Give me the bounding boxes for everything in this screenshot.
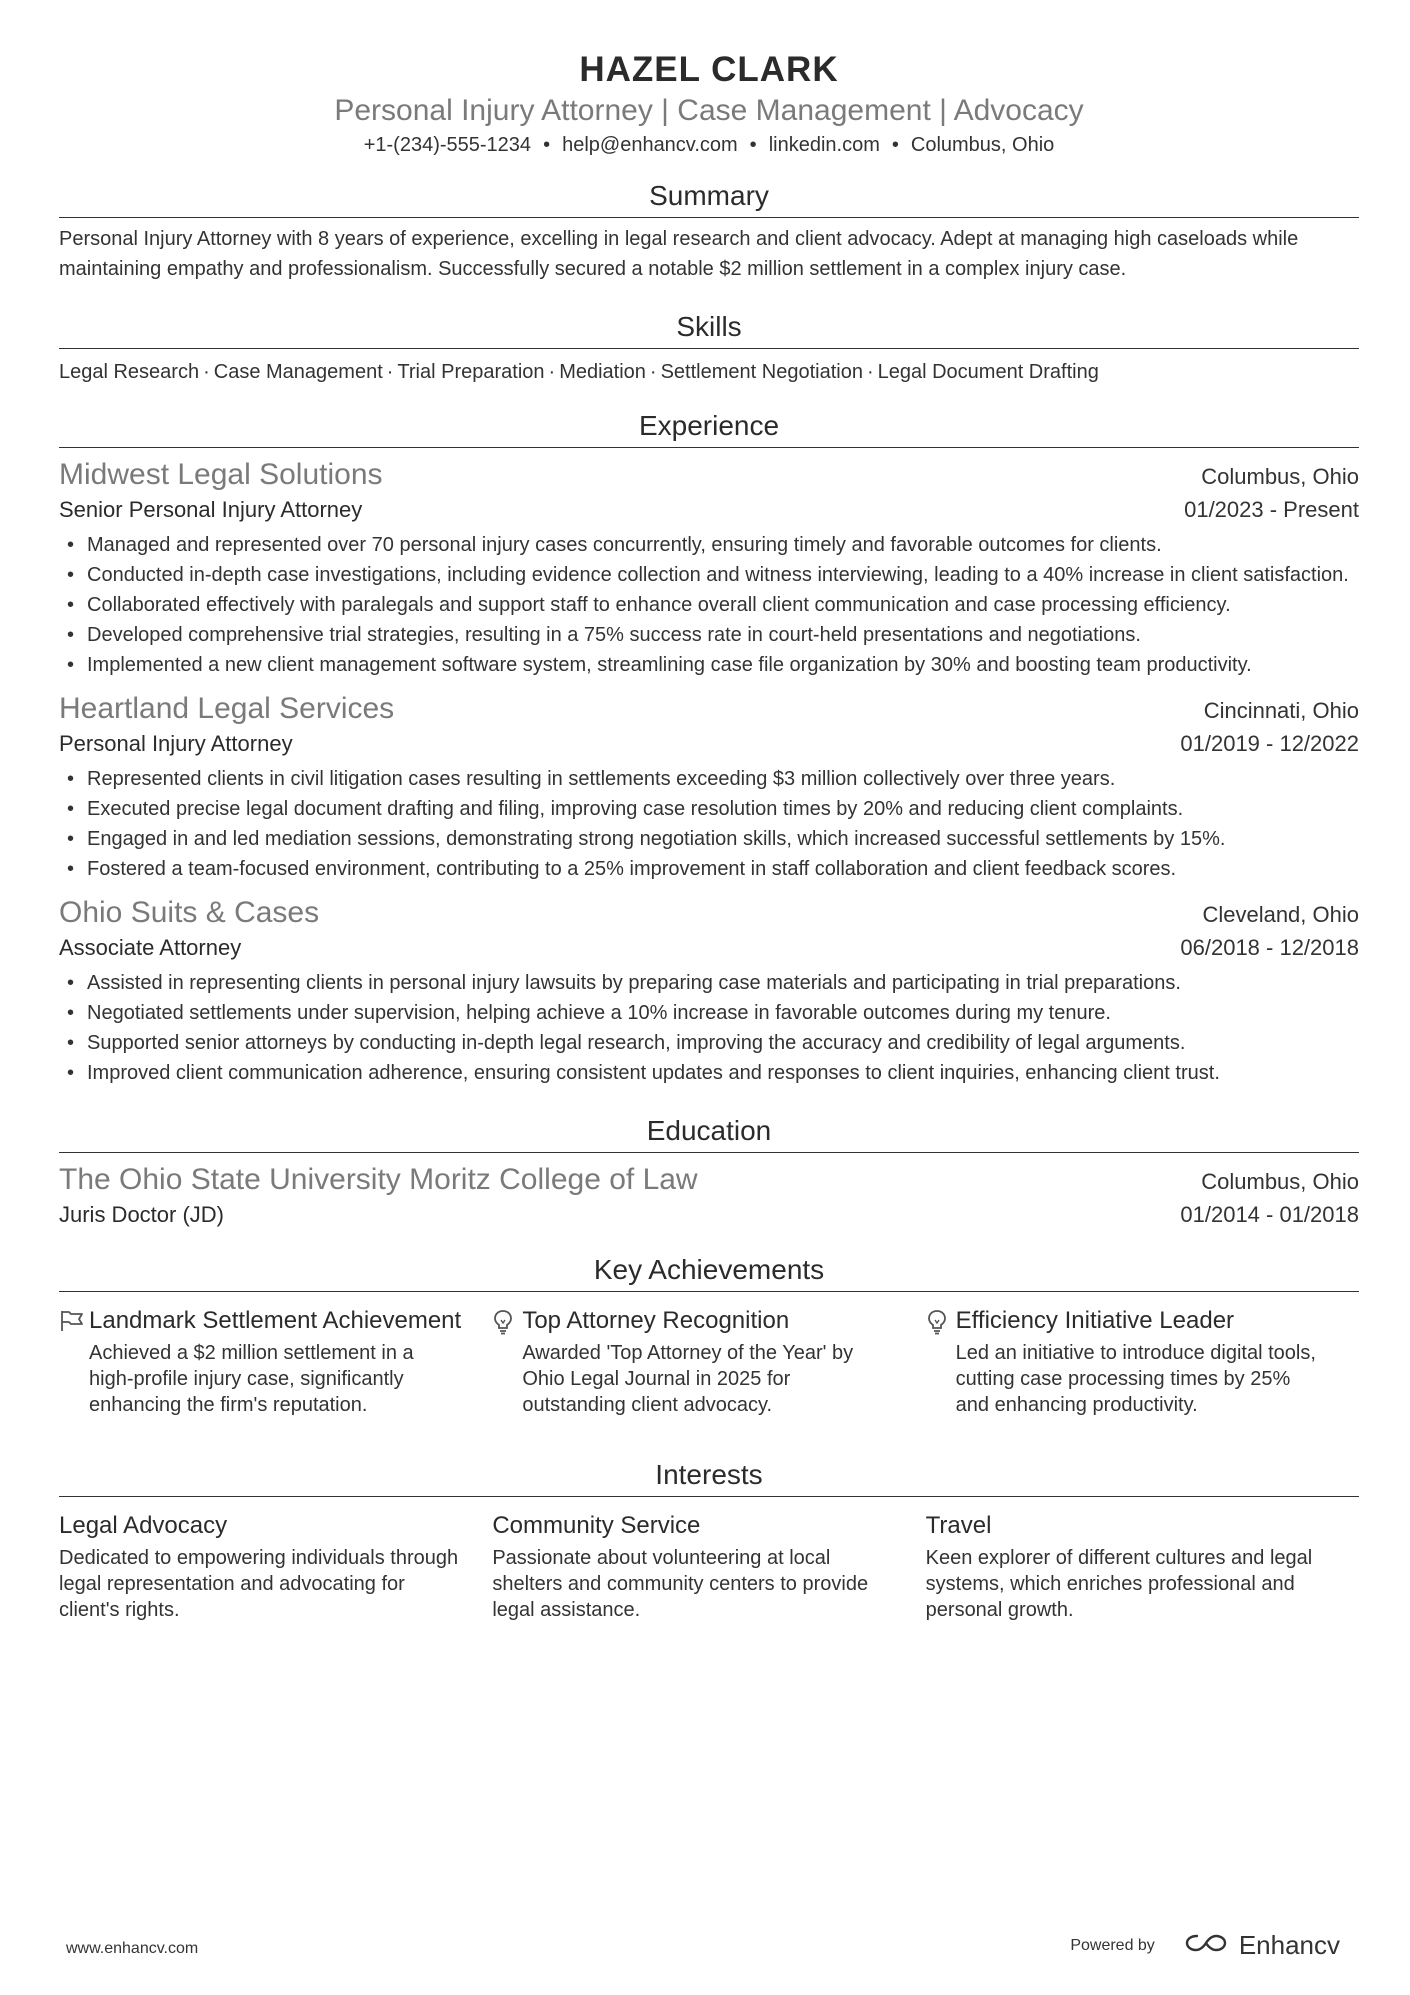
skill-item: Legal Document Drafting xyxy=(877,361,1099,383)
education-degree-row xyxy=(59,1199,1359,1231)
job-bullet: • Fostered a team-focused environment, contributing to a 25% improvement in staff collaboration and client feedback scores. xyxy=(59,854,1359,884)
job-role-row xyxy=(59,494,1359,526)
footer-website[interactable]: www.enhancv.com xyxy=(66,1940,199,1957)
job-dates: 01/2019 - 12/2022 xyxy=(1180,731,1359,756)
contact-separator: • xyxy=(543,134,551,156)
contact-email[interactable]: help@enhancv.com xyxy=(562,134,738,156)
achievement-item xyxy=(492,1306,925,1418)
job-header-row xyxy=(59,894,1359,932)
interest-desc: Keen explorer of different cultures and legal systems, which enriches professional and personal growth. xyxy=(925,1547,1313,1621)
interest-desc: Dedicated to empowering individuals through legal representation and advocating for client's rights. xyxy=(59,1547,459,1621)
job-company: Heartland Legal Services xyxy=(59,692,395,725)
skill-item: Trial Preparation xyxy=(397,361,545,383)
candidate-title: Personal Injury Attorney | Case Management | Advocacy xyxy=(334,94,1084,127)
education-entry xyxy=(59,1161,1359,1231)
achievements-section xyxy=(59,1253,1359,1418)
resume-content xyxy=(59,48,1359,1623)
job-role: Senior Personal Injury Attorney xyxy=(59,497,363,522)
interest-title: Travel xyxy=(925,1512,992,1539)
job-bullet: • Represented clients in civil litigation cases resulting in settlements exceeding $3 million collectively over three years. xyxy=(59,764,1359,794)
footer-branding xyxy=(1070,1930,1340,1961)
job-header-row xyxy=(59,456,1359,494)
contact-line xyxy=(59,131,1359,159)
education-location: Columbus, Ohio xyxy=(1201,1169,1359,1194)
experience-section xyxy=(59,409,1359,1088)
achievement-title: Top Attorney Recognition xyxy=(522,1307,790,1334)
enhancv-logo-icon xyxy=(1183,1931,1229,1960)
job-bullet: • Improved client communication adherence, ensuring consistent updates and responses to client inquiries, enhancing client trust. xyxy=(59,1058,1359,1088)
job-bullets xyxy=(59,764,1359,884)
job-location: Cincinnati, Ohio xyxy=(1203,698,1359,723)
skills-section xyxy=(59,310,1359,387)
job-header-row xyxy=(59,690,1359,728)
skill-item: Legal Research xyxy=(59,361,200,383)
interest-title: Legal Advocacy xyxy=(59,1512,228,1539)
section-title-experience: Experience xyxy=(59,409,1359,448)
job-role: Associate Attorney xyxy=(59,935,242,960)
resume-header xyxy=(59,48,1359,159)
skill-separator: · xyxy=(548,361,556,383)
job-bullet: • Implemented a new client management software system, streamlining case file organization by 30% and boosting team productivity. xyxy=(59,650,1359,680)
job-role-row xyxy=(59,728,1359,760)
job-bullet: • Developed comprehensive trial strategies, resulting in a 75% success rate in court-held presentations and negotiations. xyxy=(59,620,1359,650)
footer-brand[interactable]: Enhancv xyxy=(1238,1930,1340,1960)
summary-text: Personal Injury Attorney with 8 years of experience, excelling in legal research and client advocacy. Adept at managing high caseloads while maintaining empathy and professionalism. Successfully secured a notable $2 million settlement in a complex injury case. xyxy=(59,228,1299,280)
job-company: Midwest Legal Solutions xyxy=(59,458,383,491)
job-bullet: • Executed precise legal document drafting and filing, improving case resolution times by 20% and reducing client complaints. xyxy=(59,794,1359,824)
job-bullet: • Managed and represented over 70 personal injury cases concurrently, ensuring timely and favorable outcomes for clients. xyxy=(59,530,1359,560)
flag-icon xyxy=(59,1306,89,1418)
section-title-interests: Interests xyxy=(59,1458,1359,1497)
education-section xyxy=(59,1114,1359,1231)
skill-item: Mediation xyxy=(559,361,646,383)
education-header-row xyxy=(59,1161,1359,1199)
job-dates: 06/2018 - 12/2018 xyxy=(1180,935,1359,960)
job-role: Personal Injury Attorney xyxy=(59,731,293,756)
section-title-achievements: Key Achievements xyxy=(59,1253,1359,1292)
job-entry xyxy=(59,894,1359,1088)
job-entry xyxy=(59,456,1359,680)
achievement-title: Efficiency Initiative Leader xyxy=(955,1307,1235,1334)
candidate-name: HAZEL CLARK xyxy=(579,50,839,89)
lightbulb-icon xyxy=(926,1306,956,1418)
job-location: Columbus, Ohio xyxy=(1201,464,1359,489)
job-bullet: • Collaborated effectively with paralegals and support staff to enhance overall client communication and case processing efficiency. xyxy=(59,590,1359,620)
section-title-summary: Summary xyxy=(59,179,1359,218)
job-bullets xyxy=(59,530,1359,680)
interest-item xyxy=(492,1511,925,1623)
education-degree: Juris Doctor (JD) xyxy=(59,1202,225,1227)
skill-item: Settlement Negotiation xyxy=(660,361,863,383)
contact-linkedin[interactable]: linkedin.com xyxy=(768,134,880,156)
job-dates: 01/2023 - Present xyxy=(1184,497,1359,522)
job-bullet: • Supported senior attorneys by conducting in-depth legal research, improving the accuracy and credibility of legal arguments. xyxy=(59,1028,1359,1058)
interest-item xyxy=(926,1511,1359,1623)
interests-section xyxy=(59,1458,1359,1623)
achievement-desc: Awarded 'Top Attorney of the Year' by Ohio Legal Journal in 2025 for outstanding client advocacy. xyxy=(522,1342,854,1416)
education-dates: 01/2014 - 01/2018 xyxy=(1180,1202,1359,1227)
skill-separator: · xyxy=(649,361,657,383)
achievement-item xyxy=(59,1306,492,1418)
job-bullet: • Conducted in-depth case investigations, including evidence collection and witness interviewing, leading to a 40% increase in client satisfaction. xyxy=(59,560,1359,590)
skills-list xyxy=(59,357,1359,387)
skill-separator: · xyxy=(203,361,210,383)
contact-separator: • xyxy=(749,134,757,156)
skill-separator: · xyxy=(866,361,874,383)
contact-separator: • xyxy=(891,134,899,156)
contact-location: Columbus, Ohio xyxy=(910,134,1055,156)
interest-title: Community Service xyxy=(492,1512,701,1539)
achievement-desc: Achieved a $2 million settlement in a high-profile injury case, significantly enhancing the firm's reputation. xyxy=(89,1342,414,1416)
section-title-skills: Skills xyxy=(59,310,1359,349)
contact-phone: +1-(234)-555-1234 xyxy=(363,134,532,156)
achievement-item xyxy=(926,1306,1359,1418)
skill-separator: · xyxy=(386,361,394,383)
education-school: The Ohio State University Moritz College of Law xyxy=(59,1163,698,1196)
job-role-row xyxy=(59,932,1359,964)
job-bullet: • Negotiated settlements under supervision, helping achieve a 10% increase in favorable outcomes during my tenure. xyxy=(59,998,1359,1028)
achievements-grid xyxy=(59,1306,1359,1418)
achievement-title: Landmark Settlement Achievement xyxy=(89,1307,462,1334)
job-location: Cleveland, Ohio xyxy=(1202,902,1359,927)
job-bullet: • Engaged in and led mediation sessions, demonstrating strong negotiation skills, which increased successful settlements by 15%. xyxy=(59,824,1359,854)
interests-grid xyxy=(59,1511,1359,1623)
summary-section xyxy=(59,179,1359,284)
job-bullets xyxy=(59,968,1359,1088)
job-company: Ohio Suits & Cases xyxy=(59,896,320,929)
achievement-desc: Led an initiative to introduce digital tools, cutting case processing times by 25% and enhancing productivity. xyxy=(955,1342,1316,1416)
section-title-education: Education xyxy=(59,1114,1359,1153)
lightbulb-icon xyxy=(492,1306,522,1418)
skill-item: Case Management xyxy=(213,361,383,383)
interest-desc: Passionate about volunteering at local shelters and community centers to provide legal assistance. xyxy=(492,1547,869,1621)
footer-powered-by: Powered by xyxy=(1070,1936,1155,1954)
job-entry xyxy=(59,690,1359,884)
job-bullet: • Assisted in representing clients in personal injury lawsuits by preparing case materials and participating in trial preparations. xyxy=(59,968,1359,998)
interest-item xyxy=(59,1511,492,1623)
